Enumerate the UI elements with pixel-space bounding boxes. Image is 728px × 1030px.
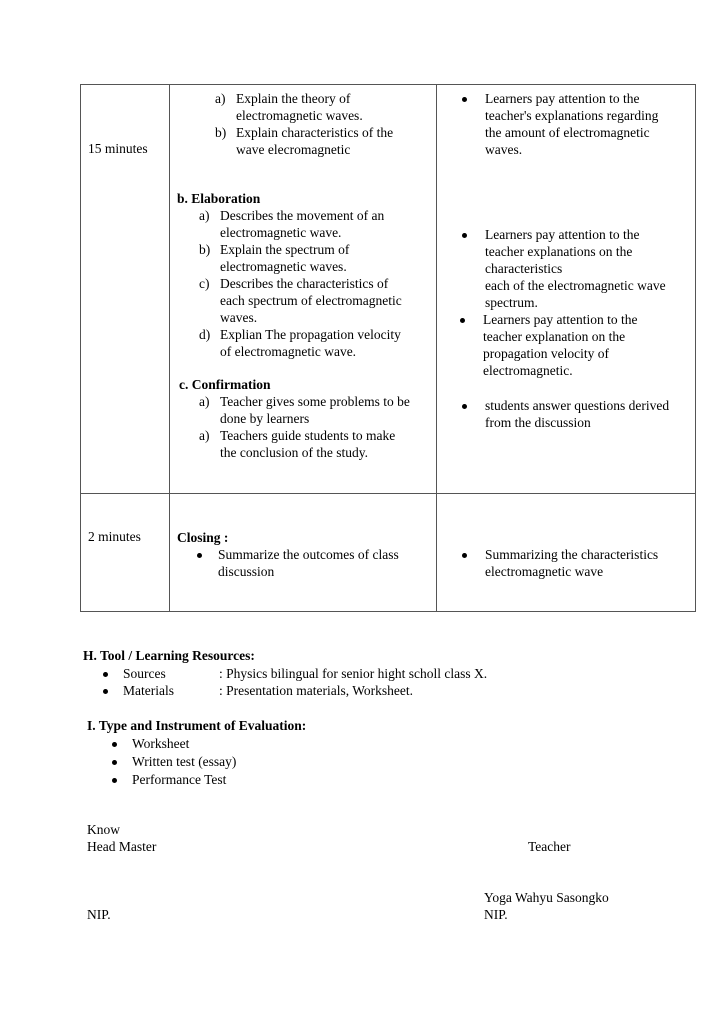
- learner-line: electromagnetic.: [483, 363, 573, 378]
- learner-line: Learners pay attention to the: [483, 312, 638, 327]
- elaboration-line: of electromagnetic wave.: [220, 344, 357, 359]
- elaboration-line: Explain the spectrum of: [220, 242, 350, 257]
- row2-time: 2 minutes: [88, 529, 141, 544]
- elaboration-marker: a): [199, 208, 210, 223]
- learner-line: characteristics: [485, 261, 563, 276]
- elaboration-line: each spectrum of electromagnetic: [220, 293, 402, 308]
- confirmation-marker: a): [199, 394, 210, 409]
- confirmation-heading: c. Confirmation: [179, 377, 271, 392]
- table-col-divider-2: [436, 84, 437, 612]
- intro-item-line: electromagnetic waves.: [236, 108, 363, 123]
- bullet-icon: [103, 672, 108, 677]
- learner-line: propagation velocity of: [483, 346, 609, 361]
- elaboration-line: electromagnetic wave.: [220, 225, 342, 240]
- resource-label: Materials: [123, 683, 174, 698]
- elaboration-marker: d): [199, 327, 211, 342]
- confirmation-line: Teachers guide students to make: [220, 428, 396, 443]
- evaluation-item: Performance Test: [132, 772, 227, 787]
- resource-value: : Presentation materials, Worksheet.: [219, 683, 413, 698]
- closing-line: discussion: [218, 564, 275, 579]
- elaboration-line: Describes the movement of an: [220, 208, 385, 223]
- bullet-icon: [462, 97, 467, 102]
- learner-line: from the discussion: [485, 415, 591, 430]
- table-border-bottom: [80, 611, 696, 612]
- bullet-icon: [462, 404, 467, 409]
- evaluation-item: Worksheet: [132, 736, 190, 751]
- bullet-icon: [112, 742, 117, 747]
- bullet-icon: [462, 233, 467, 238]
- closing-heading: Closing :: [177, 530, 229, 545]
- confirmation-line: the conclusion of the study.: [220, 445, 368, 460]
- table-row-divider: [80, 493, 696, 494]
- elaboration-marker: c): [199, 276, 210, 291]
- section-i-heading: I. Type and Instrument of Evaluation:: [87, 718, 307, 733]
- intro-item-marker: b): [215, 125, 227, 140]
- confirmation-line: done by learners: [220, 411, 310, 426]
- elaboration-heading: b. Elaboration: [177, 191, 261, 206]
- elaboration-line: waves.: [220, 310, 258, 325]
- bullet-icon: [103, 689, 108, 694]
- resource-value: : Physics bilingual for senior hight scholl class X.: [219, 666, 488, 681]
- teacher-label: Teacher: [528, 839, 571, 854]
- closing-learner-line: Summarizing the characteristics: [485, 547, 659, 562]
- resource-label: Sources: [123, 666, 166, 681]
- intro-item-marker: a): [215, 91, 226, 106]
- evaluation-item: Written test (essay): [132, 754, 237, 769]
- table-border-right: [695, 84, 696, 612]
- closing-line: Summarize the outcomes of class: [218, 547, 399, 562]
- learner-line: teacher explanation on the: [483, 329, 626, 344]
- learner-line: waves.: [485, 142, 523, 157]
- confirmation-marker: a): [199, 428, 210, 443]
- learner-line: each of the electromagnetic wave: [485, 278, 666, 293]
- learner-line: students answer questions derived: [485, 398, 670, 413]
- teacher-name: Yoga Wahyu Sasongko: [484, 890, 609, 905]
- table-border-top: [80, 84, 696, 85]
- learner-line: teacher's explanations regarding: [485, 108, 659, 123]
- section-h-heading: H. Tool / Learning Resources:: [83, 648, 255, 663]
- bullet-icon: [112, 760, 117, 765]
- intro-item-line: wave elecromagnetic: [236, 142, 351, 157]
- closing-learner-line: electromagnetic wave: [485, 564, 604, 579]
- intro-item-line: Explain the theory of: [236, 91, 351, 106]
- elaboration-marker: b): [199, 242, 211, 257]
- learner-line: spectrum.: [485, 295, 538, 310]
- elaboration-line: electromagnetic waves.: [220, 259, 347, 274]
- elaboration-line: Describes the characteristics of: [220, 276, 389, 291]
- learner-line: teacher explanations on the: [485, 244, 633, 259]
- intro-item-line: Explain characteristics of the: [236, 125, 394, 140]
- row1-time: 15 minutes: [88, 141, 148, 156]
- table-border-left: [80, 84, 81, 612]
- bullet-icon: [112, 778, 117, 783]
- head-master-label: Head Master: [87, 839, 157, 854]
- table-col-divider-1: [169, 84, 170, 612]
- bullet-icon: [460, 318, 465, 323]
- bullet-icon: [462, 553, 467, 558]
- nip-right: NIP.: [484, 907, 508, 922]
- nip-left: NIP.: [87, 907, 111, 922]
- bullet-icon: [197, 553, 202, 558]
- know-label: Know: [87, 822, 120, 837]
- learner-line: Learners pay attention to the: [485, 91, 640, 106]
- confirmation-line: Teacher gives some problems to be: [220, 394, 410, 409]
- elaboration-line: Explian The propagation velocity: [220, 327, 401, 342]
- learner-line: Learners pay attention to the: [485, 227, 640, 242]
- learner-line: the amount of electromagnetic: [485, 125, 650, 140]
